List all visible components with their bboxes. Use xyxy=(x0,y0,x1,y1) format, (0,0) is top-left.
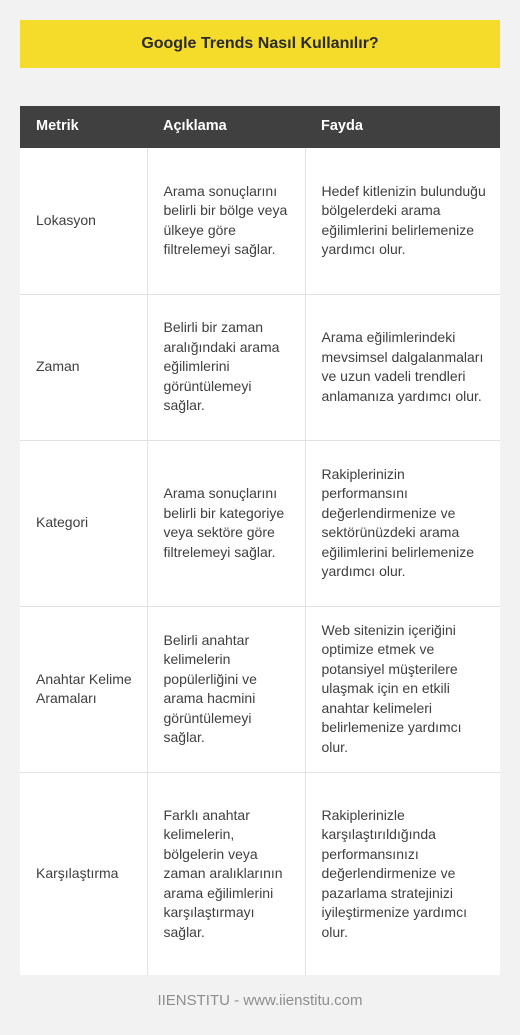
cell-benefit: Rakiplerinizin performansını değerlendirmenize ve sektörünüzdeki arama eğilimlerini belirlemenize yardımcı olur. xyxy=(305,440,500,606)
table-row xyxy=(20,294,500,440)
header-aciklama: Açıklama xyxy=(147,106,305,148)
metrics-table xyxy=(20,106,500,975)
cell-metric: Anahtar Kelime Aramaları xyxy=(20,606,147,772)
page-title: Google Trends Nasıl Kullanılır? xyxy=(141,35,379,52)
table-row xyxy=(20,148,500,294)
table-header-row xyxy=(20,106,500,148)
cell-description: Belirli bir zaman aralığındaki arama eğilimlerini görüntülemeyi sağlar. xyxy=(147,294,305,440)
footer-text: IIENSTITU - www.iienstitu.com xyxy=(157,992,363,1009)
table-row xyxy=(20,440,500,606)
table-row xyxy=(20,606,500,772)
cell-metric: Kategori xyxy=(20,440,147,606)
header-metrik: Metrik xyxy=(20,106,147,148)
cell-benefit: Rakiplerinizle karşılaştırıldığında performansınızı değerlendirmenize ve pazarlama stratejinizi iyileştirmenize yardımcı olur. xyxy=(305,772,500,975)
cell-metric: Lokasyon xyxy=(20,148,147,294)
cell-metric: Zaman xyxy=(20,294,147,440)
cell-benefit: Arama eğilimlerindeki mevsimsel dalgalanmaları ve uzun vadeli trendleri anlamanıza yardımcı olur. xyxy=(305,294,500,440)
cell-benefit: Web sitenizin içeriğini optimize etmek ve potansiyel müşterilere ulaşmak için en etkili anahtar kelimeleri belirlemenize yardımcı olur. xyxy=(305,606,500,772)
title-banner xyxy=(20,20,500,68)
cell-description: Belirli anahtar kelimelerin popülerliğini ve arama hacmini görüntülemeyi sağlar. xyxy=(147,606,305,772)
cell-benefit: Hedef kitlenizin bulunduğu bölgelerdeki arama eğilimlerini belirlemenize yardımcı olur. xyxy=(305,148,500,294)
cell-metric: Karşılaştırma xyxy=(20,772,147,975)
table-row xyxy=(20,772,500,975)
header-fayda: Fayda xyxy=(305,106,500,148)
cell-description: Farklı anahtar kelimelerin, bölgelerin veya zaman aralıklarının arama eğilimlerini karşılaştırmayı sağlar. xyxy=(147,772,305,975)
cell-description: Arama sonuçlarını belirli bir kategoriye veya sektöre göre filtrelemeyi sağlar. xyxy=(147,440,305,606)
cell-description: Arama sonuçlarını belirli bir bölge veya ülkeye göre filtrelemeyi sağlar. xyxy=(147,148,305,294)
